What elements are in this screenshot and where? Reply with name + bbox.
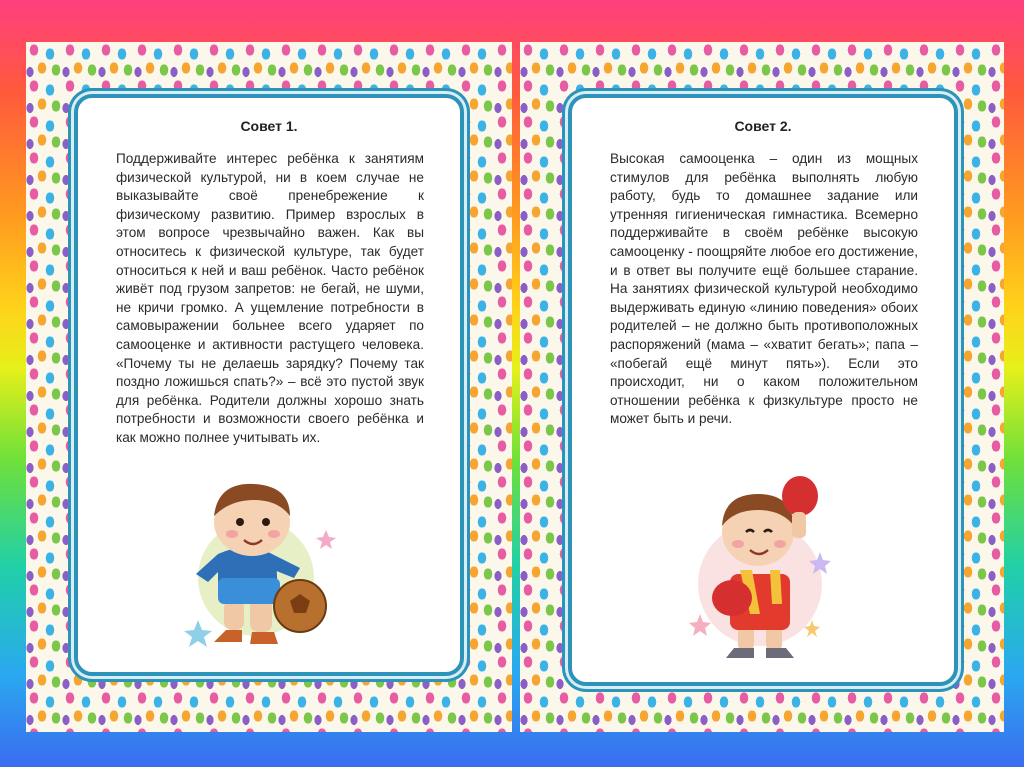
boy-boxer-illustration: [680, 474, 840, 664]
advice-1-text: Поддерживайте интерес ребёнка к занятиям физической культурой, ни в коем случае не выказывайте своё пренебрежение к физическому развитию. Пример взрослых в этом вопросе чрезвычайно важен. Как вы относитесь к физической культуре, так будет относиться к ней и ваш ребёнок. Часто ребёнок живёт под грузом запретов: не бегай, не шуми, не кричи громко. А ущемление потребности в самовыражении больнее всего ударяет по самооценке и активности растущего человека. «Почему ты не делаешь зарядку? Почему так поздно ложишься спать?» – всё это пустой звук для ребёнка. Родители должны хорошо знать потребности и возможности своего ребёнка и как можно полнее учитывать их.: [116, 151, 424, 445]
boy-football-illustration: [178, 470, 348, 650]
advice-2-text: Высокая самооценка – один из мощных стимулов для ребёнка выполнять любую работу, будь то домашнее задание или утренняя гигиеническая гимнастика. Всемерно поддерживайте в своём ребёнке высокую самооценку - поощряйте любое его достижение, и в ответ вы получите ещё большее старание. На занятиях физической культурой необходимо выдерживать единую «линию поведения» обоих родителей – не должно быть противоположных распоряжений (мама – «хватит бегать»; папа – «побегай ещё минут пять»). Если это происходит, ни о каком положительном отношении ребёнка к физкультуре просто не может быть и речи.: [610, 151, 918, 427]
left-page: [26, 42, 512, 732]
right-page: [520, 42, 1004, 732]
advice-card-1: [74, 94, 464, 676]
advice-card-2: [568, 94, 958, 686]
advice-2-title: Совет 2.: [734, 118, 792, 134]
advice-1-title: Совет 1.: [240, 118, 298, 134]
